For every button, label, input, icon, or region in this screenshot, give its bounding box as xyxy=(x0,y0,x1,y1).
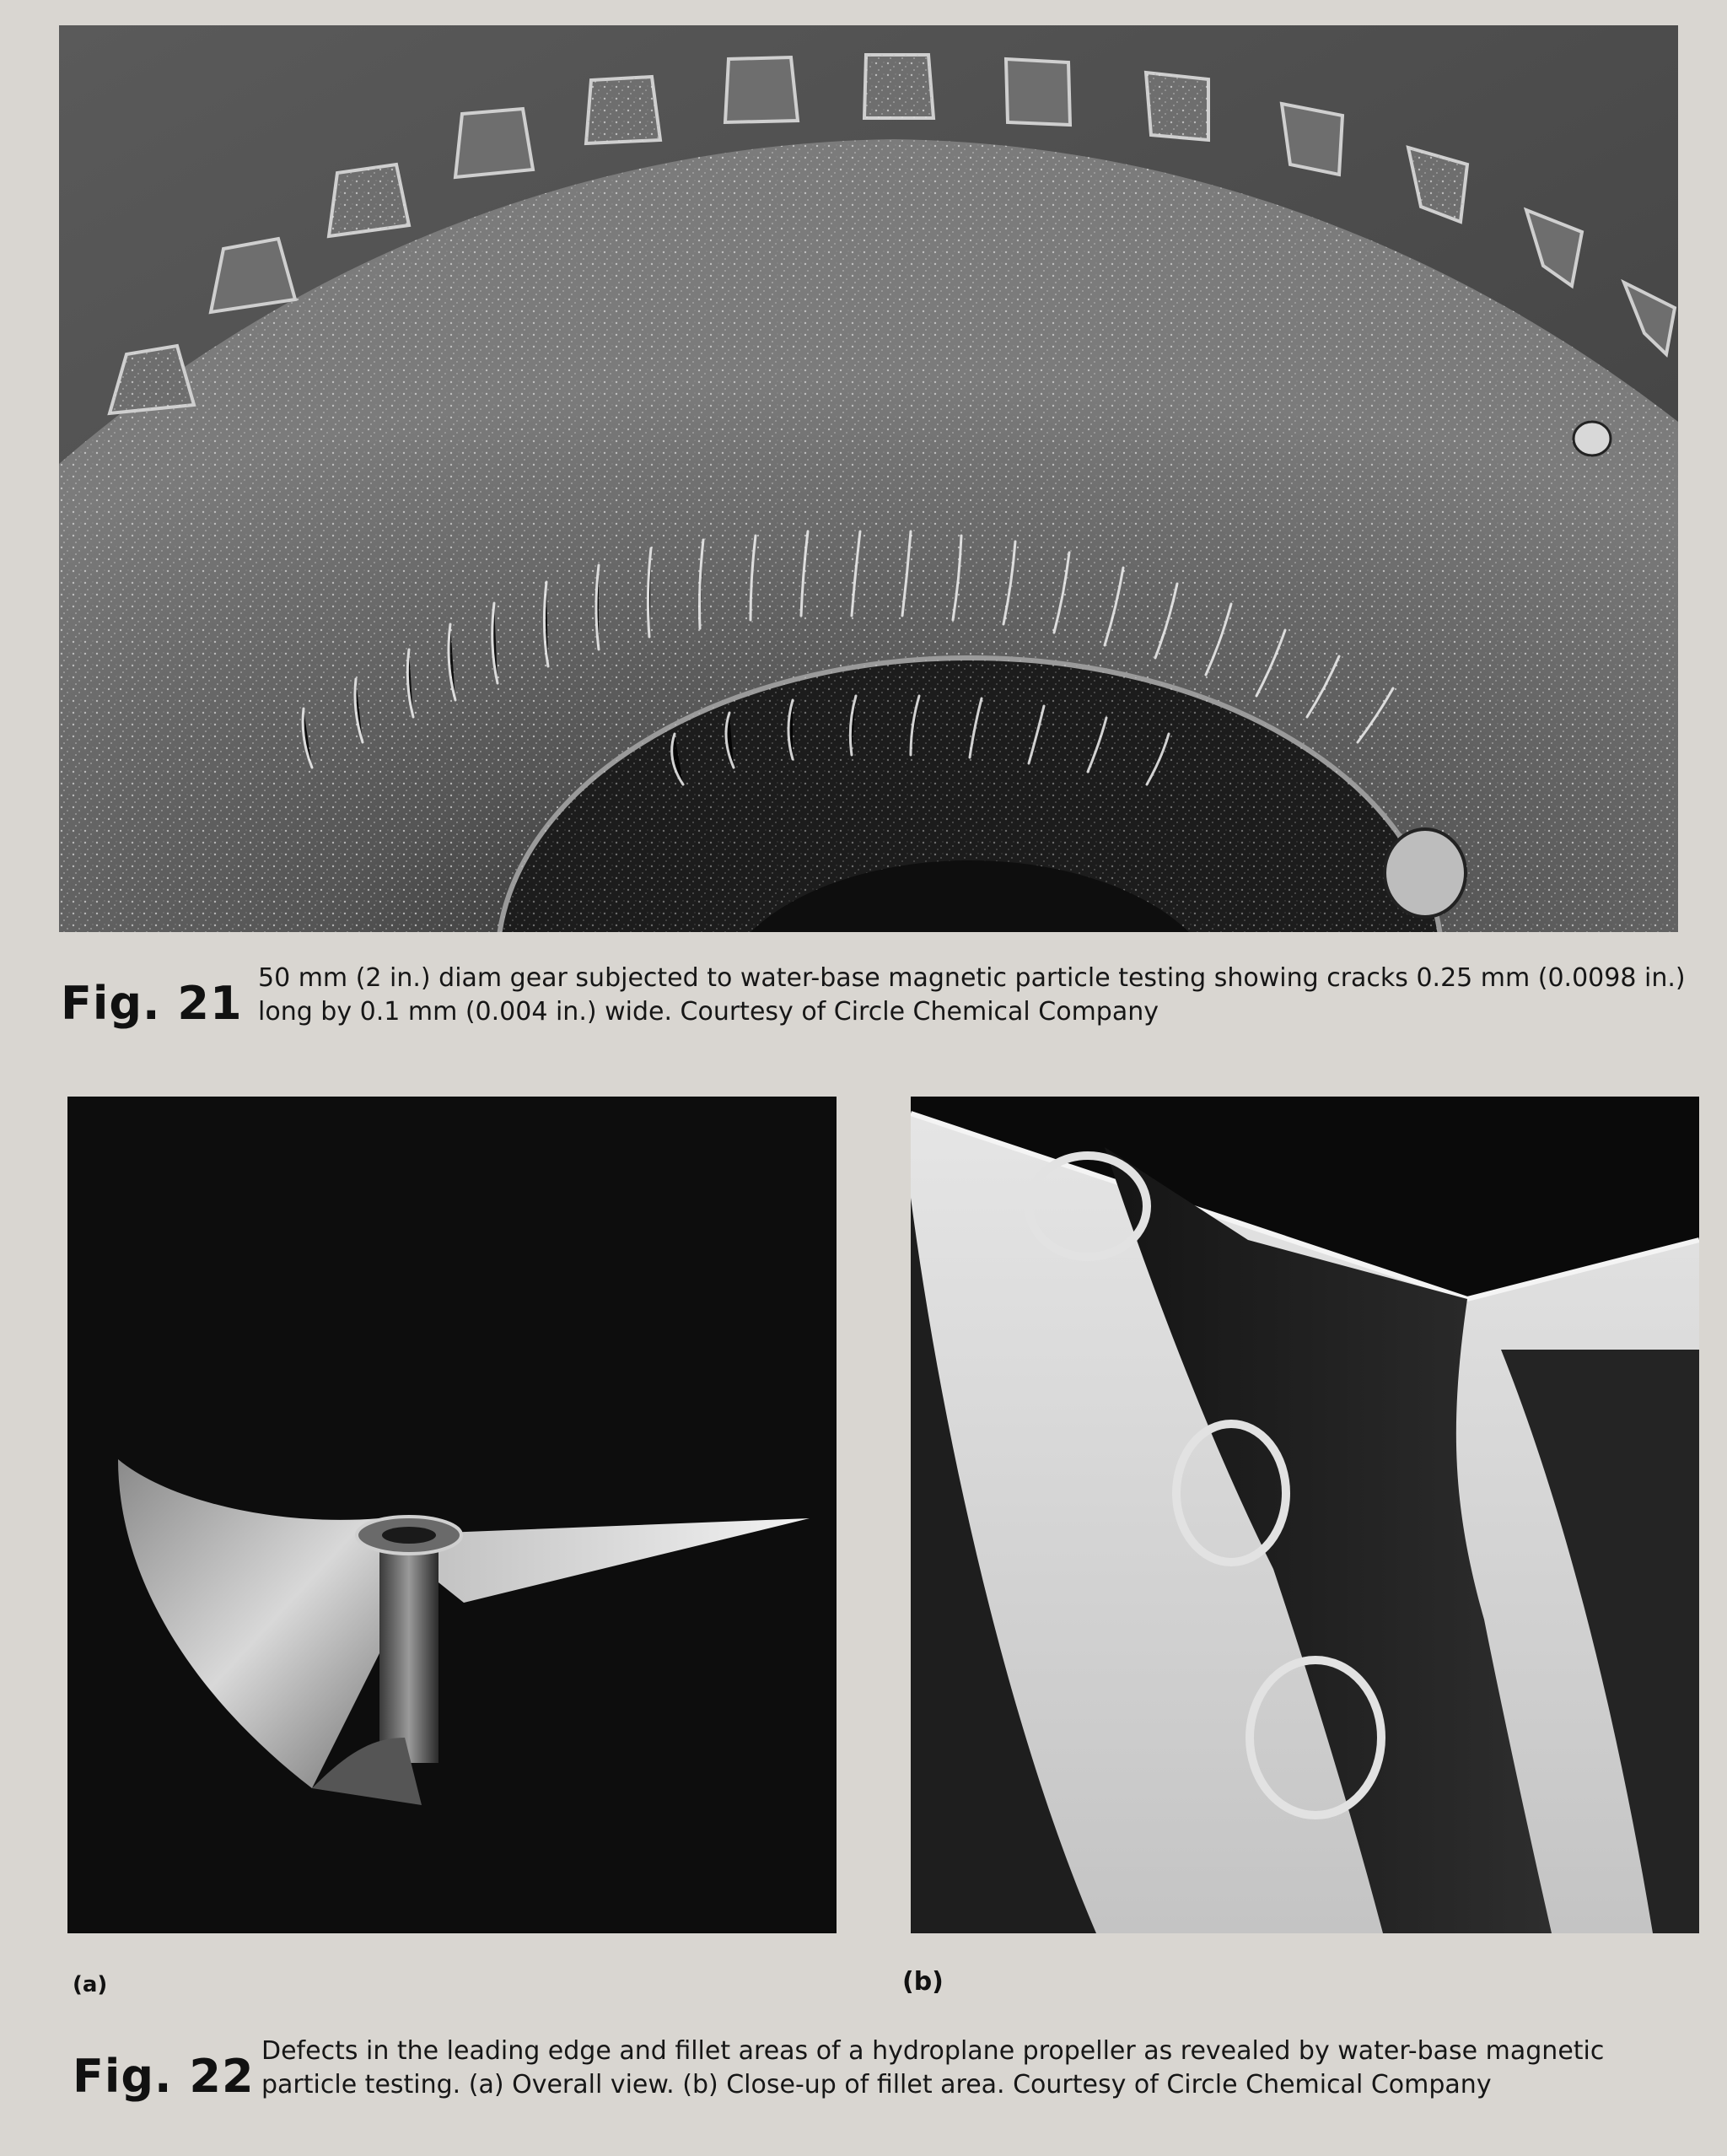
fillet-closeup-image xyxy=(911,1097,1699,1933)
fig22-label: Fig. 22 xyxy=(73,2050,255,2103)
gear-photo xyxy=(59,25,1678,932)
propeller-overall-photo xyxy=(67,1097,837,1933)
subfigure-a-label: (a) xyxy=(73,1972,108,1997)
subfigure-b-label: (b) xyxy=(902,1967,944,1997)
fig22-caption: Defects in the leading edge and fillet areas of a hydroplane propeller as revealed by water-base magnetic particle testing. (a) Overall view. (b) Close-up of fillet area. Courtesy of Circle Chemical Company xyxy=(261,2036,1605,2099)
gear-image xyxy=(59,25,1678,932)
propeller-overall-image xyxy=(67,1097,837,1933)
fig21-caption: 50 mm (2 in.) diam gear subjected to water-base magnetic particle testing showing cracks 0.25 mm (0.0098 in.) long by 0.1 mm (0.004 in.) wide. Courtesy of Circle Chemical Company xyxy=(258,963,1686,1027)
fig21-label: Fig. 21 xyxy=(61,977,243,1030)
fillet-closeup-photo xyxy=(911,1097,1699,1933)
